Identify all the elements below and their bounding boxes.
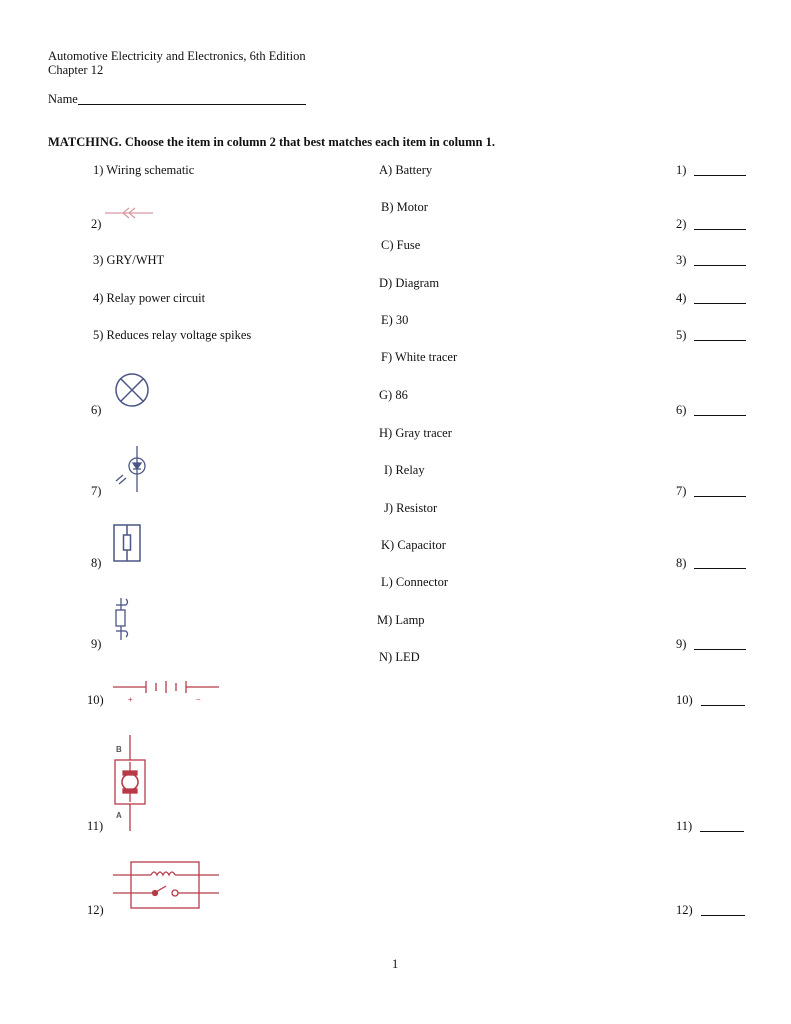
col1-item: 8) bbox=[91, 556, 102, 570]
answer-blank[interactable]: 3) bbox=[676, 253, 746, 267]
motor-b-label: B bbox=[116, 745, 122, 754]
col1-item: 6) bbox=[91, 403, 102, 417]
col2-item: N) LED bbox=[379, 650, 420, 664]
col1-item: 5) Reduces relay voltage spikes bbox=[93, 328, 252, 342]
motor-symbol-icon bbox=[110, 735, 150, 833]
answer-blank[interactable]: 7) bbox=[676, 484, 746, 498]
resistor-symbol-icon bbox=[113, 598, 133, 642]
answer-blank[interactable]: 2) bbox=[676, 217, 746, 231]
col1-item: 9) bbox=[91, 637, 102, 651]
col2-item: A) Battery bbox=[379, 163, 433, 177]
col1-item: 11) bbox=[87, 819, 104, 833]
name-field[interactable] bbox=[48, 92, 306, 106]
col1-item: 10) bbox=[87, 693, 104, 707]
answer-blank[interactable]: 10) bbox=[676, 693, 745, 707]
col2-item: M) Lamp bbox=[377, 613, 425, 627]
col1-item: 7) bbox=[91, 484, 102, 498]
page-number: 1 bbox=[392, 957, 399, 971]
col2-item: F) White tracer bbox=[381, 350, 458, 364]
col2-item: B) Motor bbox=[381, 200, 428, 214]
battery-minus-label: − bbox=[196, 695, 201, 704]
col2-item: I) Relay bbox=[384, 463, 425, 477]
answer-blank[interactable]: 11) bbox=[676, 819, 744, 833]
col2-item: H) Gray tracer bbox=[379, 426, 452, 440]
answer-blank[interactable]: 9) bbox=[676, 637, 746, 651]
answer-blank[interactable]: 5) bbox=[676, 328, 746, 342]
battery-symbol-icon bbox=[113, 680, 221, 706]
col2-item: D) Diagram bbox=[379, 276, 440, 290]
led-symbol-icon bbox=[113, 446, 153, 494]
lamp-symbol-icon bbox=[114, 372, 150, 408]
connector-symbol-icon bbox=[105, 205, 155, 221]
answer-blank[interactable]: 1) bbox=[676, 163, 746, 177]
battery-plus-label: + bbox=[128, 695, 133, 704]
answer-blank[interactable]: 4) bbox=[676, 291, 746, 305]
name-label: Name bbox=[48, 92, 78, 106]
col2-item: K) Capacitor bbox=[381, 538, 446, 552]
instructions: MATCHING. Choose the item in column 2 that best matches each item in column 1. bbox=[48, 135, 495, 149]
answer-blank[interactable]: 12) bbox=[676, 903, 745, 917]
col1-item: 4) Relay power circuit bbox=[93, 291, 206, 305]
chapter-label: Chapter 12 bbox=[48, 63, 104, 77]
name-blank[interactable] bbox=[78, 104, 306, 105]
col2-item: E) 30 bbox=[381, 313, 409, 327]
col2-item: C) Fuse bbox=[381, 238, 421, 252]
book-title: Automotive Electricity and Electronics, 6th Edition bbox=[48, 49, 306, 63]
col2-item: J) Resistor bbox=[384, 501, 438, 515]
col1-item: 12) bbox=[87, 903, 104, 917]
col1-item: 3) GRY/WHT bbox=[93, 253, 165, 267]
fuse-symbol-icon bbox=[113, 524, 141, 562]
answer-blank[interactable]: 8) bbox=[676, 556, 746, 570]
relay-symbol-icon bbox=[113, 861, 221, 909]
answer-blank[interactable]: 6) bbox=[676, 403, 746, 417]
motor-a-label: A bbox=[116, 811, 122, 820]
col1-item: 1) Wiring schematic bbox=[93, 163, 195, 177]
col2-item: G) 86 bbox=[379, 388, 408, 402]
col2-item: L) Connector bbox=[381, 575, 448, 589]
col1-item: 2) bbox=[91, 217, 102, 231]
